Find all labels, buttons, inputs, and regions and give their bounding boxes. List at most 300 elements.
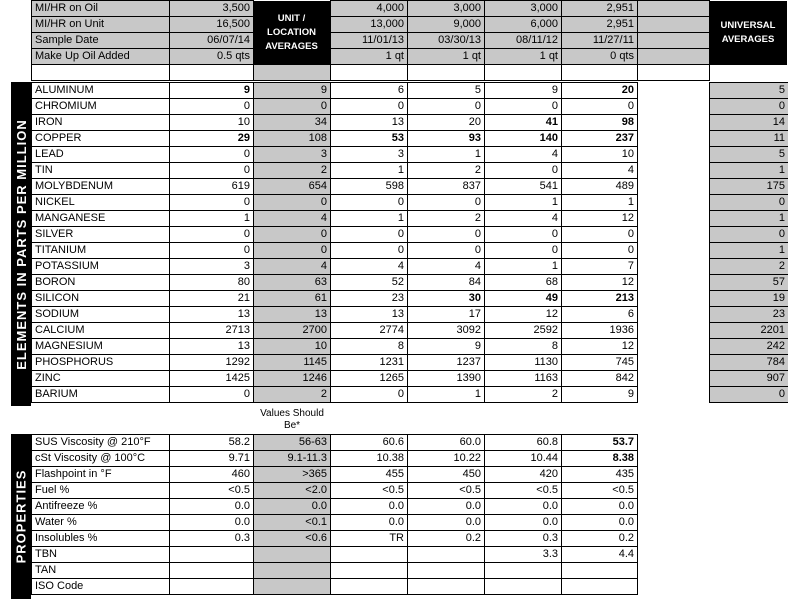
property-gap bbox=[638, 499, 710, 515]
element-value-avg: 0 bbox=[254, 243, 331, 259]
element-row bbox=[32, 275, 788, 291]
element-row bbox=[32, 131, 788, 147]
element-value-avg: 4 bbox=[254, 259, 331, 275]
element-value-s2: 837 bbox=[408, 179, 485, 195]
element-value-s4: 10 bbox=[562, 147, 638, 163]
element-row bbox=[32, 227, 788, 243]
property-value-s3: 60.8 bbox=[485, 435, 562, 451]
property-value-s4: 53.7 bbox=[562, 435, 638, 451]
element-value-s4: 489 bbox=[562, 179, 638, 195]
property-value-s2: 10.22 bbox=[408, 451, 485, 467]
property-name: TBN bbox=[32, 547, 170, 563]
property-gap bbox=[638, 563, 710, 579]
header-value: 03/30/13 bbox=[408, 33, 485, 49]
element-universal-avg: 175 bbox=[710, 179, 788, 195]
property-value-s2: 0.0 bbox=[408, 499, 485, 515]
header-row bbox=[32, 1, 710, 17]
element-value-s2: 3092 bbox=[408, 323, 485, 339]
element-value-s4: 4 bbox=[562, 163, 638, 179]
element-value-s3: 4 bbox=[485, 211, 562, 227]
property-value-s1: <0.5 bbox=[331, 483, 408, 499]
property-value-s4: 8.38 bbox=[562, 451, 638, 467]
property-value-cur: 0.3 bbox=[170, 531, 254, 547]
property-value-s1 bbox=[331, 547, 408, 563]
element-universal-avg: 1 bbox=[710, 243, 788, 259]
property-value-avg: 0.0 bbox=[254, 499, 331, 515]
property-value-avg: 9.1-11.3 bbox=[254, 451, 331, 467]
element-name: PHOSPHORUS bbox=[32, 355, 170, 371]
property-value-avg: <0.1 bbox=[254, 515, 331, 531]
element-row bbox=[32, 179, 788, 195]
element-gap bbox=[638, 99, 710, 115]
element-name: IRON bbox=[32, 115, 170, 131]
element-value-s4: 7 bbox=[562, 259, 638, 275]
element-value-s2: 4 bbox=[408, 259, 485, 275]
header-filler bbox=[638, 49, 710, 65]
element-value-s1: 53 bbox=[331, 131, 408, 147]
property-value-cur bbox=[170, 579, 254, 595]
element-value-cur: 0 bbox=[170, 99, 254, 115]
element-universal-avg: 0 bbox=[710, 227, 788, 243]
elements-section-label: ELEMENTS IN PARTS PER MILLION bbox=[11, 82, 31, 406]
spacer-cell bbox=[254, 65, 331, 81]
header-value: 3,500 bbox=[170, 1, 254, 17]
property-row bbox=[32, 515, 710, 531]
element-name: SILVER bbox=[32, 227, 170, 243]
property-value-s3 bbox=[485, 563, 562, 579]
spacer-cell bbox=[638, 65, 710, 81]
property-name: TAN bbox=[32, 563, 170, 579]
spacer-cell bbox=[408, 65, 485, 81]
element-value-s2: 2 bbox=[408, 211, 485, 227]
element-value-cur: 21 bbox=[170, 291, 254, 307]
element-value-s3: 0 bbox=[485, 243, 562, 259]
element-universal-avg: 5 bbox=[710, 83, 788, 99]
header-value: 1 qt bbox=[331, 49, 408, 65]
property-gap bbox=[638, 467, 710, 483]
property-value-s2 bbox=[408, 547, 485, 563]
element-value-s2: 1 bbox=[408, 147, 485, 163]
element-gap bbox=[638, 339, 710, 355]
element-value-cur: 80 bbox=[170, 275, 254, 291]
element-value-cur: 13 bbox=[170, 307, 254, 323]
element-row bbox=[32, 355, 788, 371]
element-value-s4: 213 bbox=[562, 291, 638, 307]
element-value-s2: 1390 bbox=[408, 371, 485, 387]
element-row bbox=[32, 83, 788, 99]
element-value-s1: 3 bbox=[331, 147, 408, 163]
property-value-s4: <0.5 bbox=[562, 483, 638, 499]
element-value-s4: 1936 bbox=[562, 323, 638, 339]
element-gap bbox=[638, 355, 710, 371]
element-value-s1: 6 bbox=[331, 83, 408, 99]
property-value-s4 bbox=[562, 563, 638, 579]
element-value-s1: 0 bbox=[331, 243, 408, 259]
element-name: NICKEL bbox=[32, 195, 170, 211]
element-value-cur: 3 bbox=[170, 259, 254, 275]
element-value-s2: 17 bbox=[408, 307, 485, 323]
elements-table bbox=[31, 82, 788, 403]
element-name: MAGNESIUM bbox=[32, 339, 170, 355]
property-value-s4 bbox=[562, 579, 638, 595]
element-value-s1: 4 bbox=[331, 259, 408, 275]
element-universal-avg: 14 bbox=[710, 115, 788, 131]
element-value-cur: 9 bbox=[170, 83, 254, 99]
property-row bbox=[32, 483, 710, 499]
element-value-cur: 0 bbox=[170, 243, 254, 259]
property-name: Flashpoint in °F bbox=[32, 467, 170, 483]
property-value-cur: 0.0 bbox=[170, 515, 254, 531]
element-universal-avg: 0 bbox=[710, 195, 788, 211]
element-name: MOLYBDENUM bbox=[32, 179, 170, 195]
property-value-s3: 420 bbox=[485, 467, 562, 483]
property-gap bbox=[638, 547, 710, 563]
element-value-avg: 4 bbox=[254, 211, 331, 227]
element-value-avg: 0 bbox=[254, 227, 331, 243]
element-value-avg: 1246 bbox=[254, 371, 331, 387]
element-name: ALUMINUM bbox=[32, 83, 170, 99]
element-value-cur: 619 bbox=[170, 179, 254, 195]
property-value-s4: 4.4 bbox=[562, 547, 638, 563]
property-value-s3: 3.3 bbox=[485, 547, 562, 563]
property-value-avg bbox=[254, 579, 331, 595]
element-value-s2: 30 bbox=[408, 291, 485, 307]
element-universal-avg: 2 bbox=[710, 259, 788, 275]
element-value-s3: 2592 bbox=[485, 323, 562, 339]
element-universal-avg: 0 bbox=[710, 99, 788, 115]
element-value-s4: 0 bbox=[562, 227, 638, 243]
element-value-s3: 1 bbox=[485, 259, 562, 275]
element-universal-avg: 2201 bbox=[710, 323, 788, 339]
header-value: 6,000 bbox=[485, 17, 562, 33]
element-value-s3: 68 bbox=[485, 275, 562, 291]
element-value-s2: 1 bbox=[408, 387, 485, 403]
element-value-avg: 63 bbox=[254, 275, 331, 291]
element-value-s3: 4 bbox=[485, 147, 562, 163]
property-value-s3: <0.5 bbox=[485, 483, 562, 499]
property-value-avg: <2.0 bbox=[254, 483, 331, 499]
element-name: LEAD bbox=[32, 147, 170, 163]
element-gap bbox=[638, 275, 710, 291]
property-value-s1 bbox=[331, 579, 408, 595]
element-value-s2: 93 bbox=[408, 131, 485, 147]
element-value-avg: 0 bbox=[254, 195, 331, 211]
header-label: MI/HR on Unit bbox=[32, 17, 170, 33]
element-value-s1: 1231 bbox=[331, 355, 408, 371]
element-gap bbox=[638, 115, 710, 131]
element-value-cur: 1292 bbox=[170, 355, 254, 371]
element-value-s2: 0 bbox=[408, 227, 485, 243]
element-value-s2: 1237 bbox=[408, 355, 485, 371]
element-value-avg: 9 bbox=[254, 83, 331, 99]
header-filler bbox=[638, 1, 710, 17]
element-value-s4: 842 bbox=[562, 371, 638, 387]
element-gap bbox=[638, 371, 710, 387]
element-value-cur: 0 bbox=[170, 227, 254, 243]
property-value-s2 bbox=[408, 563, 485, 579]
property-gap bbox=[638, 451, 710, 467]
element-value-s1: 13 bbox=[331, 307, 408, 323]
element-value-s2: 0 bbox=[408, 99, 485, 115]
header-value: 16,500 bbox=[170, 17, 254, 33]
element-name: TIN bbox=[32, 163, 170, 179]
element-gap bbox=[638, 243, 710, 259]
element-universal-avg: 1 bbox=[710, 163, 788, 179]
header-value: 1 qt bbox=[485, 49, 562, 65]
element-row bbox=[32, 387, 788, 403]
element-value-avg: 2 bbox=[254, 387, 331, 403]
property-value-s3 bbox=[485, 579, 562, 595]
element-value-cur: 0 bbox=[170, 163, 254, 179]
element-value-cur: 1425 bbox=[170, 371, 254, 387]
element-universal-avg: 11 bbox=[710, 131, 788, 147]
property-gap bbox=[638, 435, 710, 451]
element-value-s1: 13 bbox=[331, 115, 408, 131]
element-value-avg: 2700 bbox=[254, 323, 331, 339]
element-name: ZINC bbox=[32, 371, 170, 387]
element-row bbox=[32, 115, 788, 131]
header-filler bbox=[638, 33, 710, 49]
header-label: Make Up Oil Added bbox=[32, 49, 170, 65]
universal-averages-header: UNIVERSAL AVERAGES bbox=[709, 1, 787, 65]
property-value-cur: 58.2 bbox=[170, 435, 254, 451]
header-row bbox=[32, 33, 710, 49]
property-value-s2 bbox=[408, 579, 485, 595]
element-value-s3: 0 bbox=[485, 227, 562, 243]
property-value-avg: 56-63 bbox=[254, 435, 331, 451]
element-value-avg: 654 bbox=[254, 179, 331, 195]
element-value-s4: 20 bbox=[562, 83, 638, 99]
property-name: Antifreeze % bbox=[32, 499, 170, 515]
element-value-cur: 2713 bbox=[170, 323, 254, 339]
element-row bbox=[32, 163, 788, 179]
header-filler bbox=[638, 17, 710, 33]
element-value-s4: 237 bbox=[562, 131, 638, 147]
element-value-s4: 12 bbox=[562, 275, 638, 291]
element-value-s2: 2 bbox=[408, 163, 485, 179]
property-value-s4: 0.0 bbox=[562, 499, 638, 515]
element-row bbox=[32, 307, 788, 323]
element-value-cur: 0 bbox=[170, 147, 254, 163]
element-name: CHROMIUM bbox=[32, 99, 170, 115]
property-value-avg: >365 bbox=[254, 467, 331, 483]
element-row bbox=[32, 211, 788, 227]
element-value-avg: 0 bbox=[254, 99, 331, 115]
property-value-s4: 435 bbox=[562, 467, 638, 483]
element-value-avg: 13 bbox=[254, 307, 331, 323]
element-value-s3: 1 bbox=[485, 195, 562, 211]
element-universal-avg: 907 bbox=[710, 371, 788, 387]
property-name: ISO Code bbox=[32, 579, 170, 595]
element-value-cur: 1 bbox=[170, 211, 254, 227]
element-value-avg: 1145 bbox=[254, 355, 331, 371]
element-value-s1: 598 bbox=[331, 179, 408, 195]
element-universal-avg: 0 bbox=[710, 387, 788, 403]
element-row bbox=[32, 371, 788, 387]
element-value-cur: 13 bbox=[170, 339, 254, 355]
element-name: BARIUM bbox=[32, 387, 170, 403]
element-name: CALCIUM bbox=[32, 323, 170, 339]
header-row bbox=[32, 49, 710, 65]
property-value-s2: <0.5 bbox=[408, 483, 485, 499]
element-row bbox=[32, 291, 788, 307]
element-gap bbox=[638, 163, 710, 179]
property-row bbox=[32, 499, 710, 515]
element-value-s2: 84 bbox=[408, 275, 485, 291]
property-row bbox=[32, 547, 710, 563]
element-gap bbox=[638, 259, 710, 275]
header-value: 13,000 bbox=[331, 17, 408, 33]
values-should-be-note: Values Should Be* bbox=[260, 408, 324, 431]
property-value-s2: 0.0 bbox=[408, 515, 485, 531]
property-value-s3: 0.0 bbox=[485, 499, 562, 515]
property-gap bbox=[638, 515, 710, 531]
element-value-s4: 1 bbox=[562, 195, 638, 211]
property-value-s2: 450 bbox=[408, 467, 485, 483]
header-value: 9,000 bbox=[408, 17, 485, 33]
property-value-s3: 10.44 bbox=[485, 451, 562, 467]
element-value-s1: 23 bbox=[331, 291, 408, 307]
properties-section-label: PROPERTIES bbox=[11, 434, 31, 599]
property-gap bbox=[638, 483, 710, 499]
header-value: 08/11/12 bbox=[485, 33, 562, 49]
property-row bbox=[32, 531, 710, 547]
spacer-cell bbox=[485, 65, 562, 81]
property-value-avg bbox=[254, 563, 331, 579]
property-value-s2: 0.2 bbox=[408, 531, 485, 547]
property-value-s3: 0.0 bbox=[485, 515, 562, 531]
element-value-s4: 12 bbox=[562, 211, 638, 227]
property-value-avg bbox=[254, 547, 331, 563]
property-gap bbox=[638, 531, 710, 547]
header-row bbox=[32, 17, 710, 33]
property-name: SUS Viscosity @ 210°F bbox=[32, 435, 170, 451]
property-row bbox=[32, 467, 710, 483]
element-row bbox=[32, 243, 788, 259]
properties-table bbox=[31, 434, 710, 595]
header-value: 3,000 bbox=[485, 1, 562, 17]
property-value-s1: 0.0 bbox=[331, 499, 408, 515]
element-name: BORON bbox=[32, 275, 170, 291]
header-value: 2,951 bbox=[562, 17, 638, 33]
element-gap bbox=[638, 227, 710, 243]
element-value-s3: 1130 bbox=[485, 355, 562, 371]
element-name: POTASSIUM bbox=[32, 259, 170, 275]
element-universal-avg: 5 bbox=[710, 147, 788, 163]
element-value-s4: 12 bbox=[562, 339, 638, 355]
header-value: 1 qt bbox=[408, 49, 485, 65]
element-row bbox=[32, 99, 788, 115]
element-gap bbox=[638, 291, 710, 307]
header-value: 2,951 bbox=[562, 1, 638, 17]
property-row bbox=[32, 563, 710, 579]
element-universal-avg: 784 bbox=[710, 355, 788, 371]
spacer-cell bbox=[562, 65, 638, 81]
element-gap bbox=[638, 83, 710, 99]
header-value: 4,000 bbox=[331, 1, 408, 17]
element-universal-avg: 57 bbox=[710, 275, 788, 291]
property-name: Insolubles % bbox=[32, 531, 170, 547]
property-value-s4: 0.2 bbox=[562, 531, 638, 547]
element-gap bbox=[638, 131, 710, 147]
element-value-avg: 10 bbox=[254, 339, 331, 355]
property-value-cur: 0.0 bbox=[170, 499, 254, 515]
property-value-avg: <0.6 bbox=[254, 531, 331, 547]
element-value-s1: 52 bbox=[331, 275, 408, 291]
element-value-cur: 29 bbox=[170, 131, 254, 147]
element-value-avg: 108 bbox=[254, 131, 331, 147]
header-value: 11/27/11 bbox=[562, 33, 638, 49]
element-gap bbox=[638, 195, 710, 211]
property-row bbox=[32, 451, 710, 467]
element-value-cur: 0 bbox=[170, 387, 254, 403]
element-value-s1: 0 bbox=[331, 99, 408, 115]
element-value-s4: 9 bbox=[562, 387, 638, 403]
unit-location-averages-header: UNIT / LOCATION AVERAGES bbox=[253, 1, 330, 65]
element-gap bbox=[638, 147, 710, 163]
element-value-cur: 10 bbox=[170, 115, 254, 131]
element-value-s4: 0 bbox=[562, 243, 638, 259]
element-value-s2: 0 bbox=[408, 195, 485, 211]
element-gap bbox=[638, 323, 710, 339]
element-value-s3: 8 bbox=[485, 339, 562, 355]
element-value-s1: 2774 bbox=[331, 323, 408, 339]
property-value-cur bbox=[170, 547, 254, 563]
element-row bbox=[32, 195, 788, 211]
element-value-avg: 61 bbox=[254, 291, 331, 307]
element-value-s2: 5 bbox=[408, 83, 485, 99]
element-value-s4: 6 bbox=[562, 307, 638, 323]
element-value-s3: 541 bbox=[485, 179, 562, 195]
element-name: COPPER bbox=[32, 131, 170, 147]
element-value-s3: 140 bbox=[485, 131, 562, 147]
element-value-s1: 1265 bbox=[331, 371, 408, 387]
element-value-avg: 2 bbox=[254, 163, 331, 179]
header-value: 3,000 bbox=[408, 1, 485, 17]
property-name: Fuel % bbox=[32, 483, 170, 499]
element-name: TITANIUM bbox=[32, 243, 170, 259]
property-value-s1 bbox=[331, 563, 408, 579]
spacer-cell bbox=[331, 65, 408, 81]
property-value-s1: TR bbox=[331, 531, 408, 547]
property-value-s2: 60.0 bbox=[408, 435, 485, 451]
element-universal-avg: 242 bbox=[710, 339, 788, 355]
spacer-cell bbox=[170, 65, 254, 81]
element-universal-avg: 23 bbox=[710, 307, 788, 323]
header-value: 0 qts bbox=[562, 49, 638, 65]
header-label: MI/HR on Oil bbox=[32, 1, 170, 17]
property-value-cur: 9.71 bbox=[170, 451, 254, 467]
element-value-s3: 41 bbox=[485, 115, 562, 131]
sample-info-table bbox=[31, 0, 710, 81]
property-value-s4: 0.0 bbox=[562, 515, 638, 531]
element-value-s1: 1 bbox=[331, 211, 408, 227]
element-value-s1: 0 bbox=[331, 195, 408, 211]
property-value-cur bbox=[170, 563, 254, 579]
element-name: MANGANESE bbox=[32, 211, 170, 227]
element-value-s2: 20 bbox=[408, 115, 485, 131]
element-value-s2: 0 bbox=[408, 243, 485, 259]
element-value-s3: 2 bbox=[485, 387, 562, 403]
element-value-s3: 12 bbox=[485, 307, 562, 323]
spacer-cell bbox=[32, 65, 170, 81]
element-value-cur: 0 bbox=[170, 195, 254, 211]
property-value-s1: 10.38 bbox=[331, 451, 408, 467]
element-value-s3: 1163 bbox=[485, 371, 562, 387]
element-value-avg: 34 bbox=[254, 115, 331, 131]
element-value-s1: 0 bbox=[331, 227, 408, 243]
property-value-s1: 60.6 bbox=[331, 435, 408, 451]
